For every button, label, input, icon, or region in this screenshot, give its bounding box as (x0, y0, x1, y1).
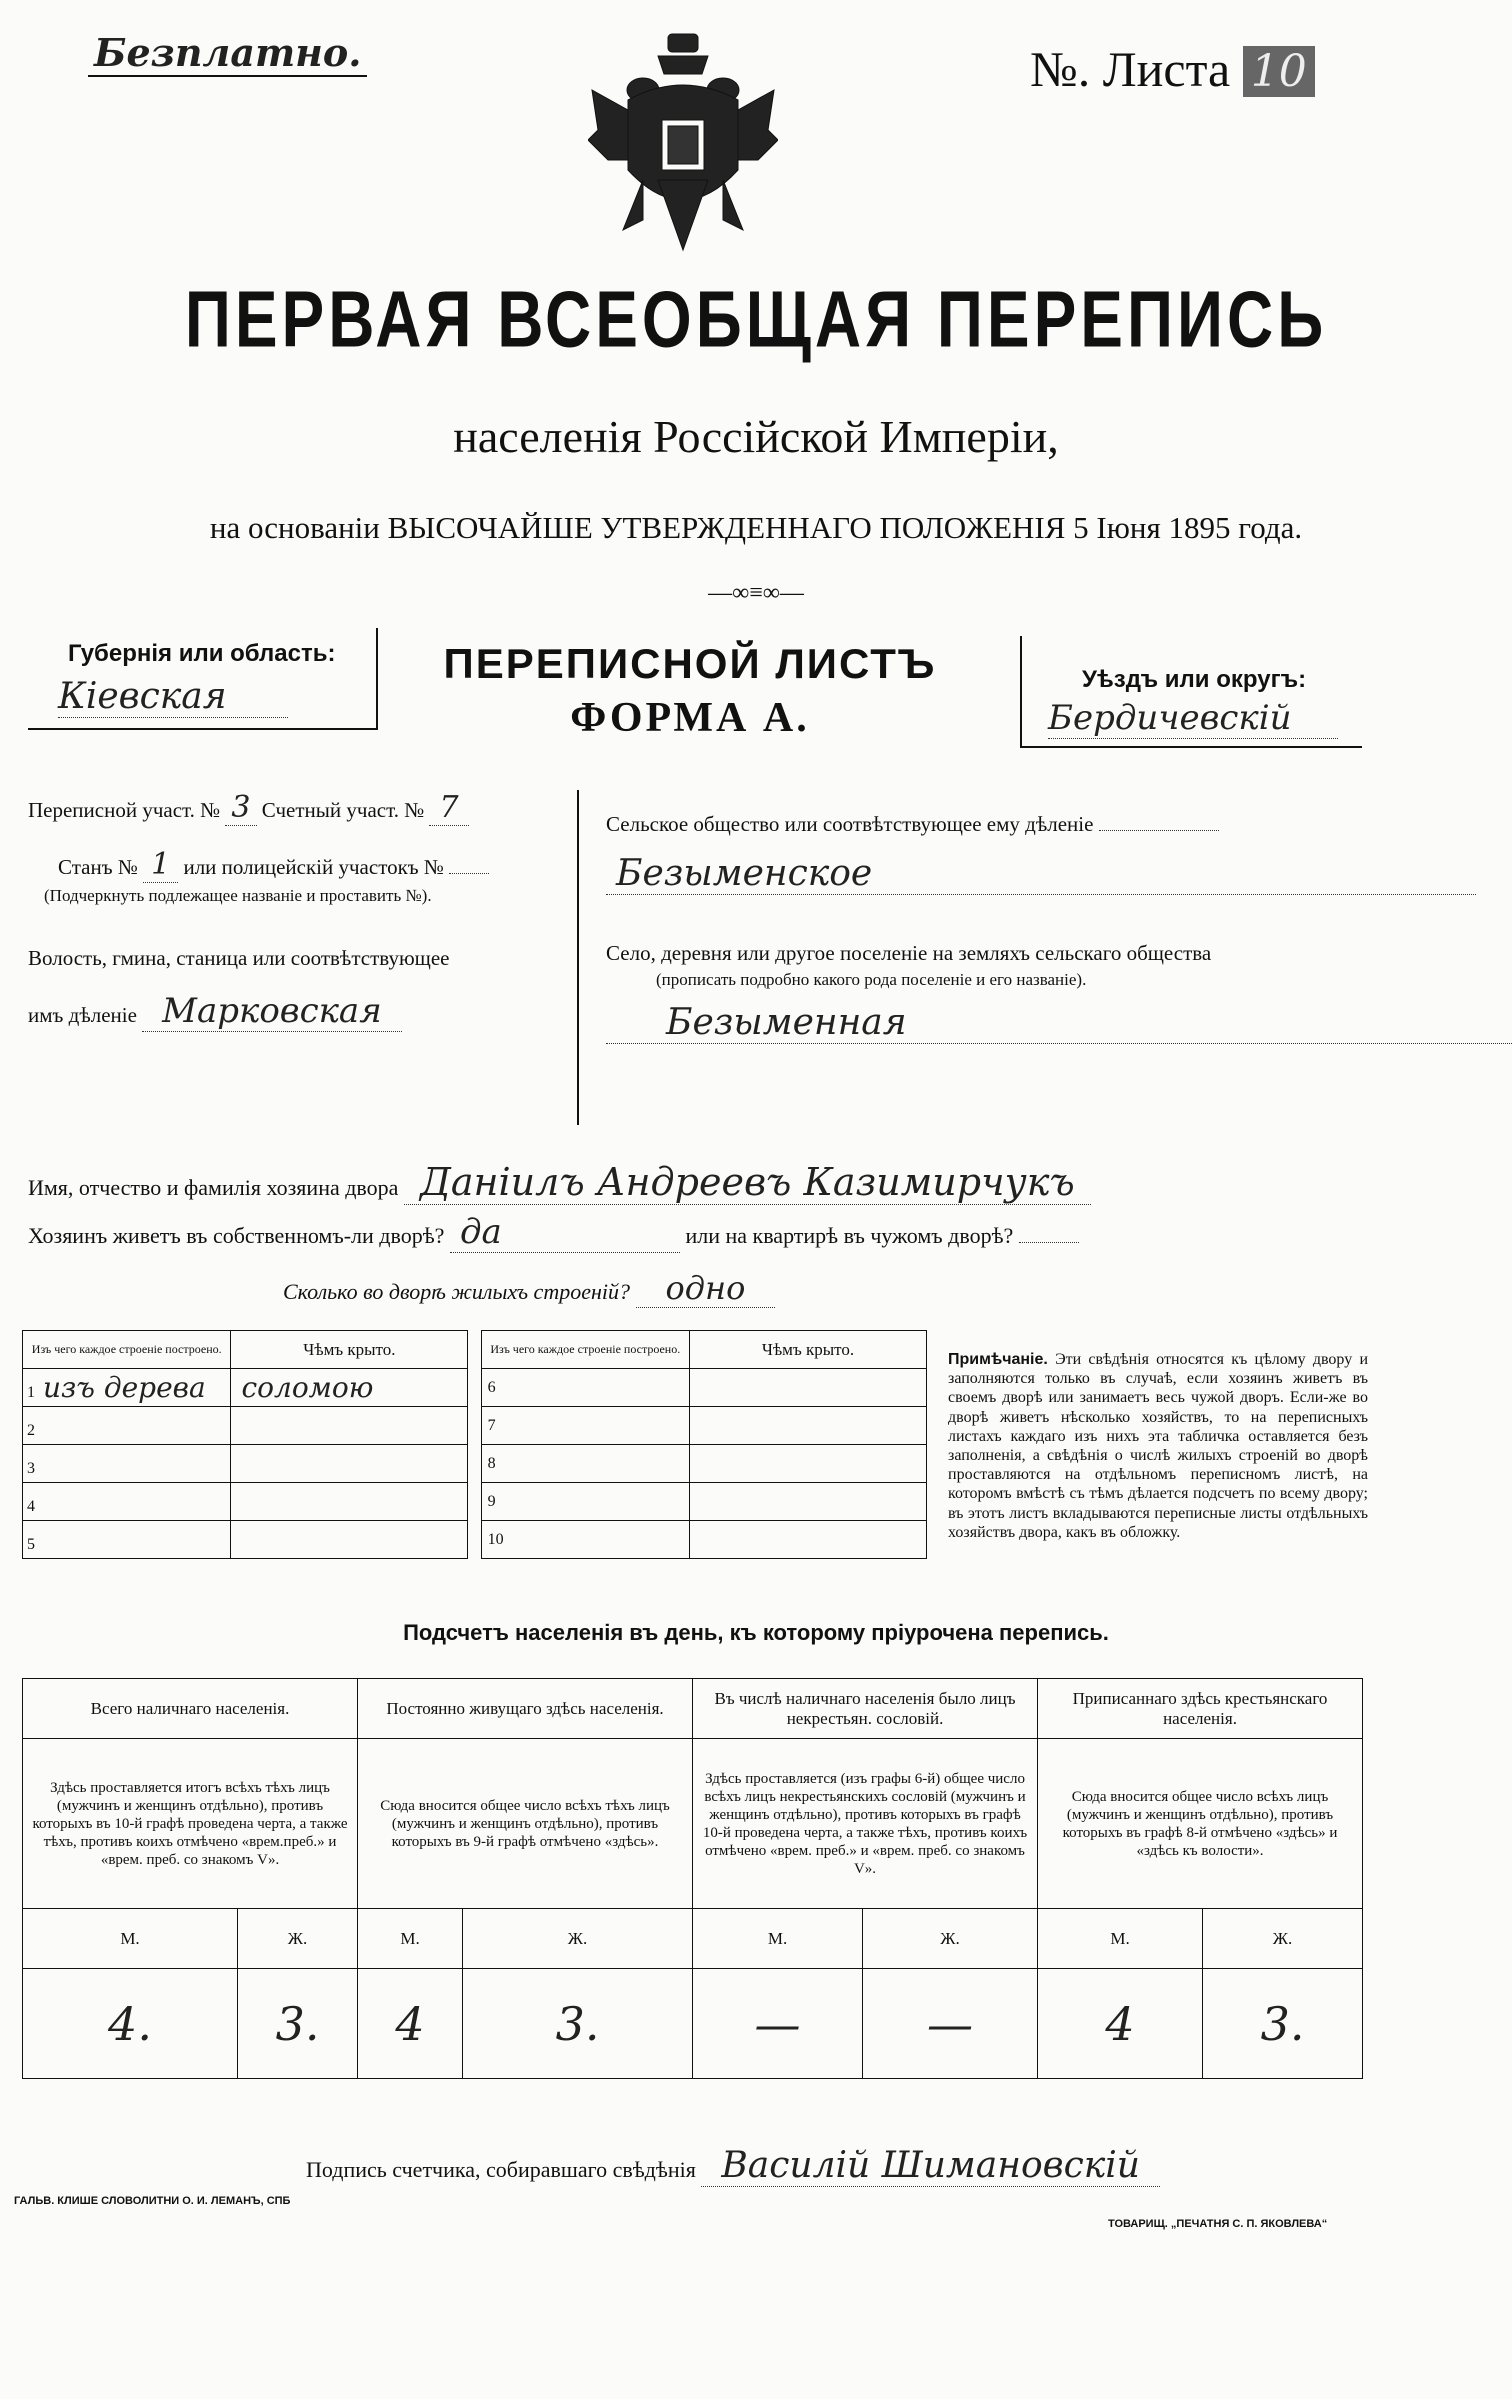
col-roof-left: Чѣмъ крыто. (231, 1331, 468, 1369)
gubernia-box (28, 628, 378, 730)
uchast-value: 3 (225, 790, 256, 826)
female-count: 3. (238, 1969, 358, 2079)
population-col-desc: Сюда вносится общее число всѣхъ тѣхъ лицъ (мужчинъ и женщинъ отдѣльно), противъ которыхъ въ 9-й графѣ отмѣчено «здѣсь». (358, 1739, 693, 1909)
volost-label-2: имъ дѣленіе (28, 1003, 137, 1027)
buildings-table (22, 1330, 927, 1559)
village-label: Село, деревня или другое поселеніе на земляхъ сельскаго общества (606, 941, 1212, 965)
material-cell (23, 1483, 231, 1521)
table-gap (468, 1445, 481, 1483)
roof-cell (231, 1445, 468, 1483)
table-gap (468, 1369, 481, 1407)
sheet-number-block (1030, 40, 1315, 98)
row-number: 5 (27, 1536, 35, 1553)
location-right (606, 812, 1486, 1044)
ornament: —∞≡∞— (708, 580, 804, 606)
male-label: М. (23, 1909, 238, 1969)
free-stamp: Безплатно. (88, 30, 367, 77)
col-material-left: Изъ чего каждое строеніе построено. (23, 1331, 231, 1369)
census-title: ПЕРВАЯ ВСЕОБЩАЯ ПЕРЕПИСЬ (184, 274, 1328, 364)
stan-note: (Подчеркнуть подлежащее названіе и проставить №). (44, 886, 432, 905)
note-text: Эти свѣдѣнія относятся къ цѣлому двору и заполняются только въ случаѣ, если хозяинъ живетъ въ своемъ дворѣ или занимаетъ весь чужой дворъ. Если-же во дворѣ живетъ нѣсколько хозяйствъ, то на переписныхъ листахъ каждаго изъ нихъ эта табличка оставляется безъ заполненія, а свѣдѣнія о числѣ жилыхъ строеній во дворѣ проставляются на отдѣльномъ переписномъ листѣ, на которомъ вмѣстѣ съ тѣмъ дѣлается подсчетъ по всему двору; въ этотъ листъ вкладываются переписные листы отдѣльныхъ хозяйствъ двора, какъ въ обложку. (948, 1351, 1369, 1541)
female-label: Ж. (863, 1909, 1038, 1969)
female-count: 3. (463, 1969, 693, 2079)
table-row (23, 1369, 927, 1407)
roof-cell (690, 1521, 927, 1559)
col-roof-right: Чѣмъ крыто. (690, 1331, 927, 1369)
owner-name-label: Имя, отчество и фамилія хозяина двора (28, 1175, 399, 1200)
female-count: — (863, 1969, 1038, 2079)
row-number: 2 (27, 1422, 35, 1439)
police-label: или полицейскій участокъ № (183, 855, 444, 879)
table-row (23, 1407, 927, 1445)
owner-name-value: Даніилъ Андреевъ Казимирчукъ (404, 1160, 1091, 1205)
row-number: 8 (481, 1445, 689, 1483)
row-number: 4 (27, 1498, 35, 1515)
material-cell (23, 1407, 231, 1445)
roof-cell (690, 1369, 927, 1407)
population-table (22, 1678, 1363, 2079)
volost-value: Марковская (142, 991, 402, 1032)
male-count: — (693, 1969, 863, 2079)
village-note: (прописать подробно какого рода поселеніе и его названіе). (656, 970, 1087, 989)
row-number: 9 (481, 1483, 689, 1521)
table-row (23, 1445, 927, 1483)
female-label: Ж. (238, 1909, 358, 1969)
signature-label: Подпись счетчика, собиравшаго свѣдѣнія (306, 2157, 696, 2182)
row-number: 3 (27, 1460, 35, 1477)
buildings-label: Сколько во дворѣ жилыхъ строеній? (283, 1279, 630, 1304)
roof-cell (231, 1521, 468, 1559)
population-col-desc: Сюда вносится общее число всѣхъ лицъ (мужчинъ и женщинъ отдѣльно), противъ которыхъ въ графѣ 8-й отмѣчено «здѣсь» и «здѣсь къ волости». (1038, 1739, 1363, 1909)
village-value: Безыменная (606, 1002, 1512, 1044)
society-value: Безыменское (606, 853, 1476, 895)
signature-value: Василій Шимановскій (701, 2145, 1160, 2187)
material-cell (23, 1521, 231, 1559)
female-label: Ж. (1203, 1909, 1363, 1969)
male-count: 4 (358, 1969, 463, 2079)
table-gap (468, 1521, 481, 1559)
row-number: 6 (481, 1369, 689, 1407)
footer-right: ТОВАРИЩ. „ПЕЧАТНЯ С. П. ЯКОВЛЕВА“ (1108, 2218, 1328, 2230)
sheet-number: 10 (1243, 46, 1315, 97)
stan-label: Станъ № (58, 855, 138, 879)
table-gap (468, 1407, 481, 1445)
vertical-divider (577, 790, 579, 1125)
male-count: 4. (23, 1969, 238, 2079)
female-label: Ж. (463, 1909, 693, 1969)
male-count: 4 (1038, 1969, 1203, 2079)
census-subtitle: населенія Россійской Имперіи, (453, 411, 1059, 462)
own-yard-label: Хозяинъ живетъ въ собственномъ-ли дворѣ? (28, 1223, 445, 1248)
male-label: М. (358, 1909, 463, 1969)
signature-block (306, 2145, 1160, 2186)
list-title: ПЕРЕПИСНОЙ ЛИСТЪ (443, 640, 937, 687)
male-label: М. (693, 1909, 863, 1969)
sheet-label: №. Листа (1030, 41, 1231, 97)
gubernia-value: Кіевская (58, 676, 288, 718)
population-title: Подсчетъ населенія въ день, къ которому пріурочена перепись. (403, 1620, 1109, 1645)
gubernia-label: Губернія или область: (68, 640, 336, 667)
roof-cell (231, 1483, 468, 1521)
note-heading: Примѣчаніе. (948, 1351, 1048, 1368)
material-cell (23, 1445, 231, 1483)
roof-cell (231, 1407, 468, 1445)
own-yard-value: да (450, 1212, 680, 1253)
roof-cell: соломою (231, 1369, 468, 1407)
buildings-value: одно (636, 1269, 776, 1308)
volost-label: Волость, гмина, станица или соотвѣтствующее (28, 946, 450, 970)
table-row (23, 1483, 927, 1521)
owner-block (28, 1160, 1478, 1307)
schet-label: Счетный участ. № (261, 798, 425, 822)
roof-cell (690, 1407, 927, 1445)
society-label: Сельское общество или соотвѣтствующее ему дѣленіе (606, 812, 1094, 836)
footer-left: ГАЛЬВ. КЛИШЕ СЛОВОЛИТНИ О. И. ЛЕМАНЪ, СПБ (14, 2195, 291, 2207)
row-number: 10 (481, 1521, 689, 1559)
population-col-head: Постоянно живущаго здѣсь населенія. (358, 1679, 693, 1739)
population-col-head: Всего наличнаго населенія. (23, 1679, 358, 1739)
form-title-block (390, 640, 990, 742)
col-material-right: Изъ чего каждое строеніе построено. (481, 1331, 689, 1369)
form-title: ФОРМА А. (570, 695, 810, 741)
double-eagle-emblem-icon (588, 30, 778, 260)
material-cell (23, 1369, 231, 1407)
table-row (23, 1521, 927, 1559)
rent-yard-label: или на квартирѣ въ чужомъ дворѣ? (685, 1223, 1014, 1248)
uezd-label: Уѣздъ или округъ: (1082, 666, 1307, 693)
census-basis: на основаніи ВЫСОЧАЙШЕ УТВЕРЖДЕННАГО ПОЛОЖЕНІЯ 5 Іюня 1895 года. (209, 510, 1303, 545)
uchast-label: Переписной участ. № (28, 798, 221, 822)
table-gap (468, 1483, 481, 1521)
roof-cell (690, 1483, 927, 1521)
population-col-desc: Здѣсь проставляется итогъ всѣхъ тѣхъ лицъ (мужчинъ и женщинъ отдѣльно), противъ которыхъ въ 10-й графѣ проведена черта, а также тѣхъ, противъ коихъ отмѣчено «врем.преб.» и «врем. преб. со знакомъ V». (23, 1739, 358, 1909)
female-count: 3. (1203, 1969, 1363, 2079)
row-number: 7 (481, 1407, 689, 1445)
uezd-box (1020, 636, 1362, 748)
population-col-head: Въ числѣ наличнаго населенія было лицъ некрестьян. сословій. (693, 1679, 1038, 1739)
population-col-desc: Здѣсь проставляется (изъ графы 6-й) общее число всѣхъ лицъ некрестьянскихъ сословій (мужчинъ и женщинъ отдѣльно), противъ которыхъ въ графѣ 10-й проведена черта, а также тѣхъ, противъ коихъ отмѣчено «врем. преб.» и «врем. преб. со знакомъ V». (693, 1739, 1038, 1909)
roof-cell (690, 1445, 927, 1483)
population-col-head: Приписаннаго здѣсь крестьянскаго населенія. (1038, 1679, 1363, 1739)
schet-value: 7 (429, 790, 468, 826)
uezd-value: Бердичевскій (1048, 698, 1338, 739)
male-label: М. (1038, 1909, 1203, 1969)
building-material: изъ дерева (43, 1371, 206, 1404)
row-number: 1 (27, 1384, 35, 1401)
stan-value: 1 (143, 847, 178, 883)
location-left (28, 790, 568, 1031)
note-block (948, 1350, 1368, 1542)
